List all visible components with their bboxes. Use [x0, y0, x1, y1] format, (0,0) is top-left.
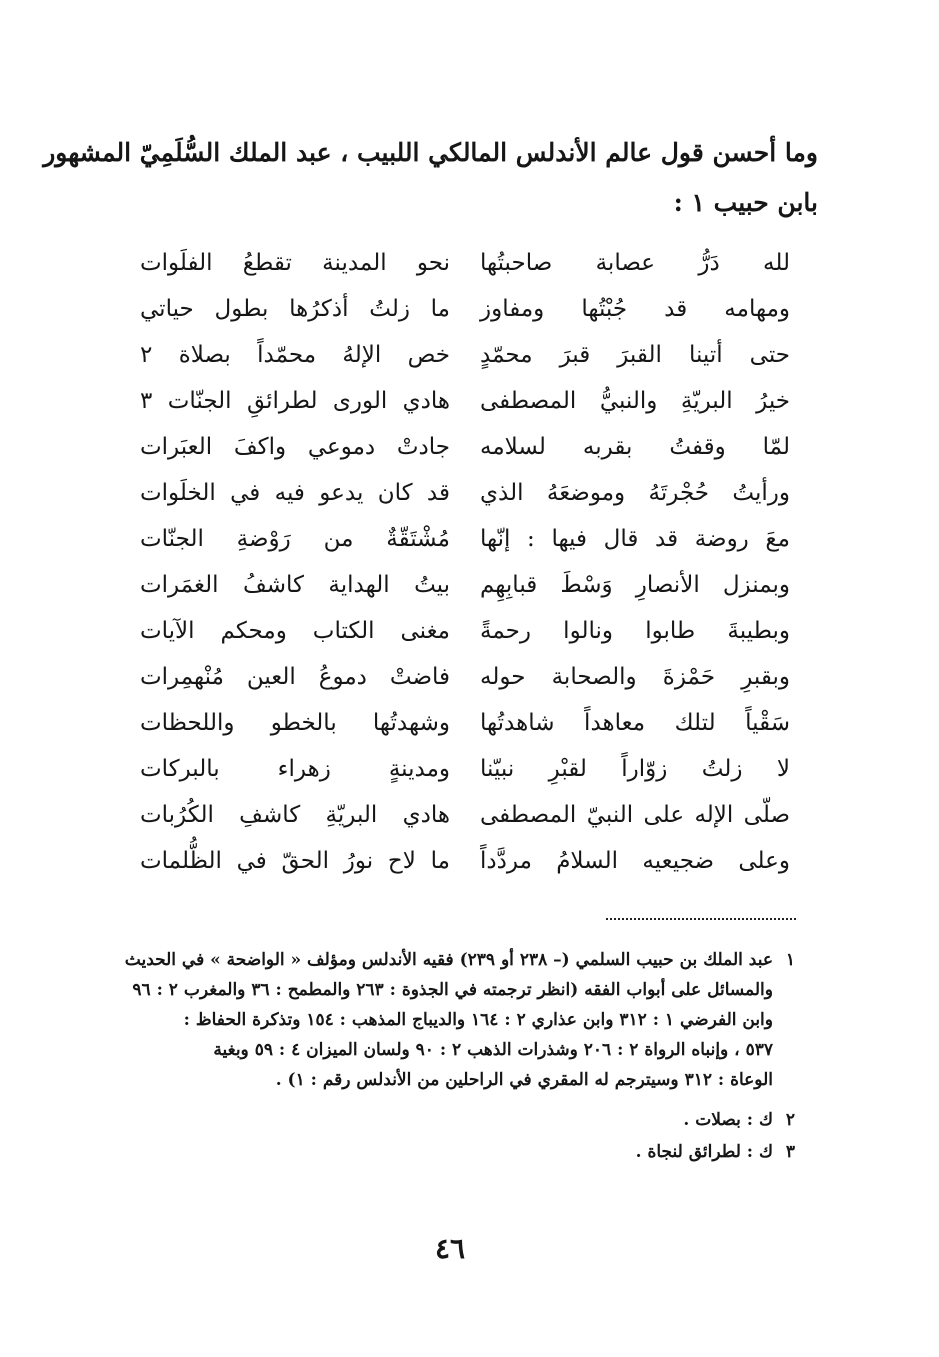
verse-second-hemistich: جادتْ دموعي واكفَ العبَرات	[140, 434, 450, 460]
footnote-2-number: ٢	[785, 1110, 795, 1130]
footnote-1-text: والمسائل على أبواب الفقه (انظر ترجمته في الجذوة : ٢٦٣ والمطمح : ٣٦ والمغرب ٢ : ٩٦	[132, 980, 773, 1000]
poem-verse	[140, 840, 790, 882]
intro-line-2: بابن حبيب ١ :	[673, 188, 818, 217]
footnote-1-number: ١	[785, 950, 795, 970]
footnote-1-text: عبد الملك بن حبيب السلمي (– ٢٣٨ أو ٢٣٩) فقيه الأندلس ومؤلف « الواضحة » في الحديث	[124, 950, 773, 970]
verse-first-hemistich: وبطيبةَ طابوا ونالوا رحمةً	[480, 618, 790, 644]
poem-verse	[140, 564, 790, 606]
verse-second-hemistich: خص الإلهُ محمّداً بصلاة ٢	[140, 342, 450, 368]
poem-verse	[140, 472, 790, 514]
poem-verse	[140, 380, 790, 422]
footnote-3-line	[95, 1137, 795, 1167]
poem-verse	[140, 242, 790, 284]
intro-line-1: وما أحسن قول عالم الأندلس المالكي اللبيب ، عبد الملك السُّلَمِيّ المشهور	[43, 138, 818, 167]
verse-second-hemistich: هادي الورى لطرائقِ الجنّات ٣	[140, 388, 450, 414]
poem-verse	[140, 610, 790, 652]
verse-second-hemistich: بيتُ الهداية كاشفُ الغمَرات	[140, 572, 450, 598]
verse-second-hemistich: ومدينةٍ زهراء بالبركات	[140, 756, 450, 782]
footnote-separator	[606, 918, 796, 920]
verse-first-hemistich: ومهامه قد جُبْتُها ومفاوز	[480, 296, 790, 322]
poem-verse	[140, 748, 790, 790]
verse-second-hemistich: قد كان يدعو فيه في الخلَوات	[140, 480, 450, 506]
poem-verse	[140, 656, 790, 698]
verse-first-hemistich: لا زلتُ زوّاراً لقبْرِ نبيّنا	[480, 756, 790, 782]
verse-second-hemistich: هادي البريّةِ كاشفِ الكُرُبات	[140, 802, 450, 828]
verse-second-hemistich: مُشْتَقّةٌ من رَوْضةِ الجنّات	[140, 526, 450, 552]
verse-second-hemistich: ما زلتُ أذكرُها بطول حياتي	[140, 296, 450, 322]
verse-first-hemistich: معَ روضة قد قال فيها : إنّها	[480, 526, 790, 552]
footnote-1-line	[95, 945, 795, 975]
verse-first-hemistich: ورأيتُ حُجْرتَهُ وموضعَهُ الذي	[480, 480, 790, 506]
footnote-1-text: وابن الفرضي ١ : ٣١٢ وابن عذاري ٢ : ١٦٤ والديباج المذهب : ١٥٤ وتذكرة الحفاظ :	[183, 1010, 773, 1030]
footnote-2-line	[95, 1105, 795, 1135]
verse-first-hemistich: سَقْياً لتلك معاهداً شاهدتُها	[480, 710, 790, 736]
poem-verse	[140, 702, 790, 744]
poem-verse	[140, 518, 790, 560]
poem	[140, 242, 790, 882]
poem-verse	[140, 794, 790, 836]
verse-second-hemistich: نحو المدينة تقطعُ الفلَوات	[140, 250, 450, 276]
footnote-2-text: ك : بصلات .	[683, 1110, 773, 1130]
footnote-1-line	[95, 1065, 795, 1095]
verse-first-hemistich: لله دَرُّ عصابة صاحبتُها	[480, 250, 790, 276]
verse-first-hemistich: وعلى ضجيعيه السلامُ مردَّداً	[480, 848, 790, 874]
footnote-1-line	[95, 975, 795, 1005]
verse-second-hemistich: ما لاح نورُ الحقّ في الظُّلمات	[140, 848, 450, 874]
verse-first-hemistich: وبقبرِ حَمْزةَ والصحابة حوله	[480, 664, 790, 690]
verse-first-hemistich: صلّى الإله على النبيّ المصطفى	[480, 802, 790, 828]
verse-second-hemistich: وشهدتُها بالخطو واللحظات	[140, 710, 450, 736]
footnote-1-text: ٥٣٧ ، وإنباه الرواة ٢ : ٢٠٦ وشذرات الذهب ٢ : ٩٠ ولسان الميزان ٤ : ٥٩ وبغية	[213, 1040, 773, 1060]
footnote-3-number: ٣	[785, 1142, 795, 1162]
footnote-1-text: الوعاة : ٣١٢ وسيترجم له المقري في الراحلين من الأندلس رقم : ١) .	[275, 1070, 773, 1090]
verse-first-hemistich: خيرُ البريّةِ والنبيُّ المصطفى	[480, 388, 790, 414]
footnote-1-line	[95, 1005, 795, 1035]
poem-verse	[140, 426, 790, 468]
poem-verse	[140, 334, 790, 376]
verse-first-hemistich: لمّا وقفتُ بقربه لسلامه	[480, 434, 790, 460]
verse-second-hemistich: مغنى الكتاب ومحكم الآيات	[140, 618, 450, 644]
verse-second-hemistich: فاضتْ دموعُ العين مُنْهمِرات	[140, 664, 450, 690]
poem-verse	[140, 288, 790, 330]
verse-first-hemistich: حتى أتينا القبرَ قبرَ محمّدٍ	[480, 342, 790, 368]
page-number: ٤٦	[434, 1232, 466, 1265]
footnote-3-text: ك : لطرائق لنجاة .	[635, 1142, 773, 1162]
footnote-1-line	[95, 1035, 795, 1065]
verse-first-hemistich: وبمنزل الأنصارِ وَسْطَ قبابِهِم	[480, 572, 790, 598]
